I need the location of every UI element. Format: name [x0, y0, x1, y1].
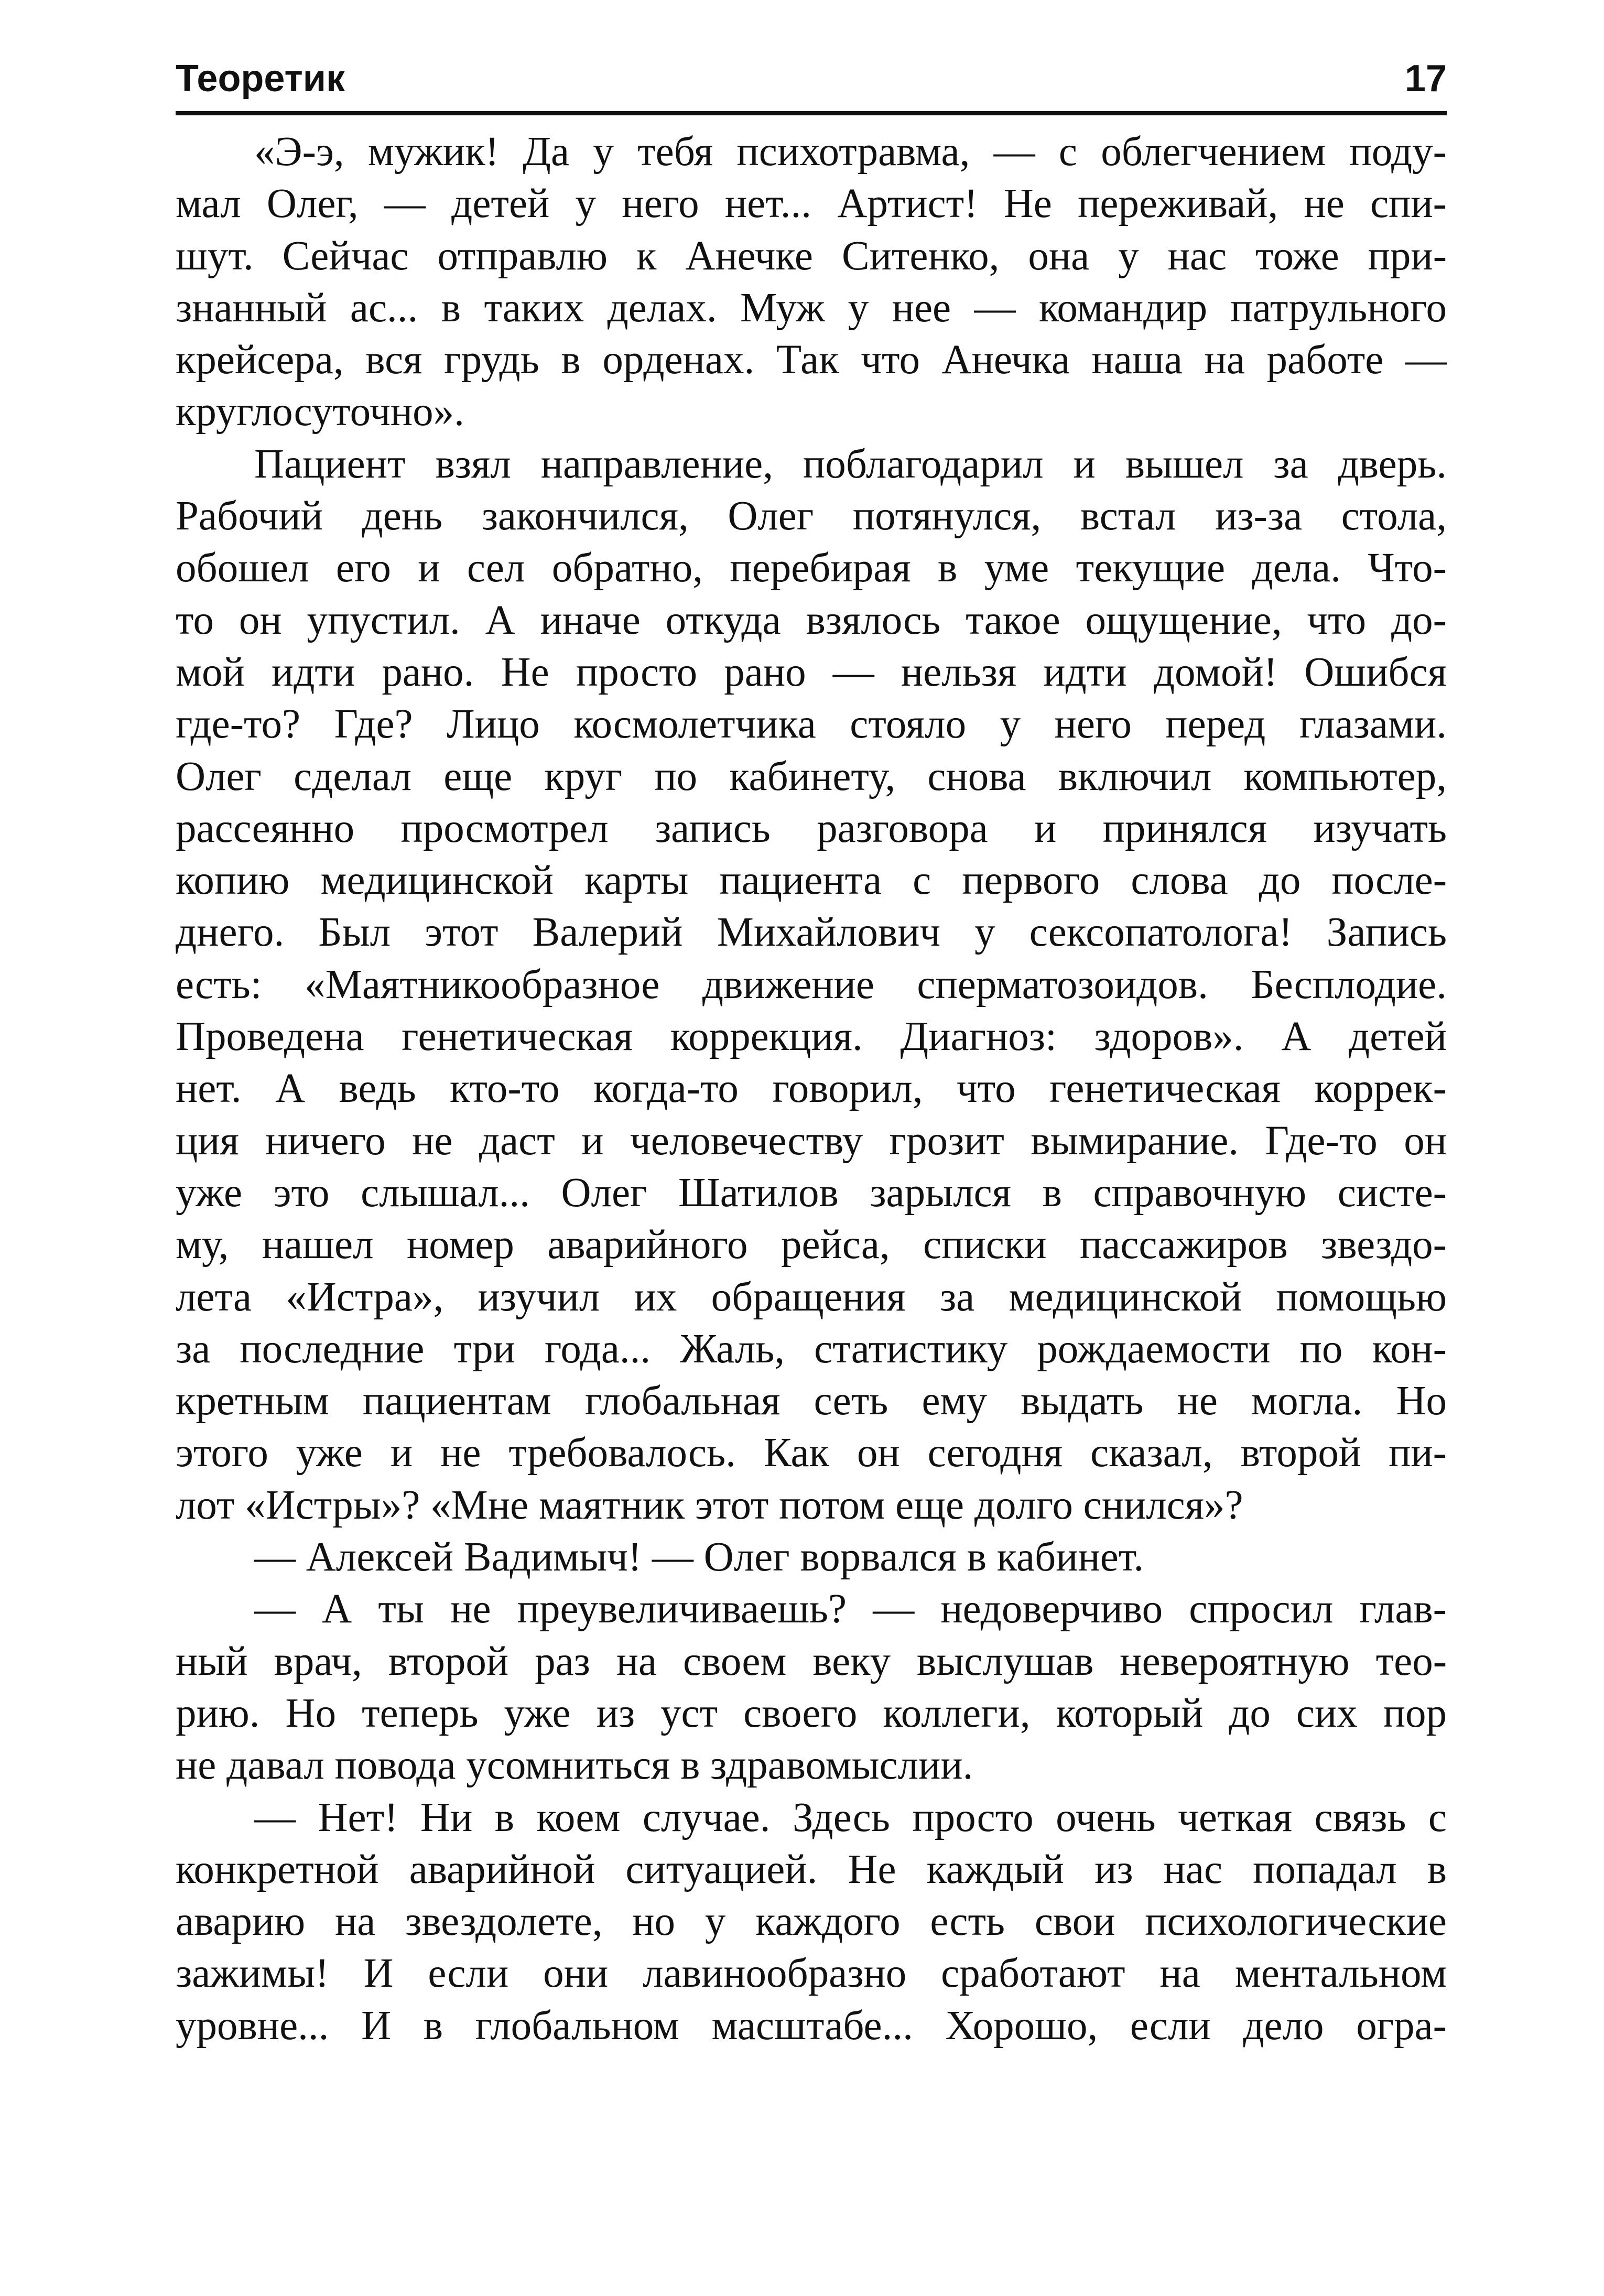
text-line: — Алексей Вадимыч! — Олег ворвался в кабинет. [254, 1534, 1144, 1580]
text-line: шут. Сейчас отправлю к Анечке Ситенко, она у нас тоже при- [176, 233, 1447, 279]
text-line: за последние три года... Жаль, статистику рождаемости по кон- [176, 1326, 1447, 1372]
text-line: рассеянно просмотрел запись разговора и принялся изучать [176, 805, 1447, 851]
text-line: нет. А ведь кто-то когда-то говорил, что генетическая коррек- [176, 1066, 1447, 1112]
text-line: круглосуточно». [176, 389, 464, 435]
text-line: Рабочий день закончился, Олег потянулся, встал из-за стола, [176, 493, 1447, 539]
text-line: днего. Был этот Валерий Михайлович у сексопатолога! Запись [176, 909, 1447, 956]
body-text [176, 126, 1447, 2052]
text-line: мой идти рано. Не просто рано — нельзя идти домой! Ошибся [176, 649, 1447, 695]
text-line: Олег сделал еще круг по кабинету, снова включил компьютер, [176, 753, 1447, 799]
text-line: лета «Истра», изучил их обращения за медицинской помощью [176, 1274, 1447, 1320]
text-line: копию медицинской карты пациента с первого слова до после- [176, 858, 1447, 904]
text-line: — Нет! Ни в коем случае. Здесь просто очень четкая связь с [254, 1794, 1447, 1840]
text-line: ция ничего не даст и человечеству грозит вымирание. Где-то он [176, 1118, 1447, 1164]
text-line: лот «Истры»? «Мне маятник этот потом еще долго снился»? [176, 1482, 1243, 1528]
text-line: обошел его и сел обратно, перебирая в уме текущие дела. Что- [176, 545, 1447, 591]
text-line: крейсера, вся грудь в орденах. Так что Анечка наша на работе — [176, 337, 1447, 383]
text-line: уровне... И в глобальном масштабе... Хорошо, если дело огра- [176, 2002, 1447, 2049]
text-line: кретным пациентам глобальная сеть ему выдать не могла. Но [176, 1378, 1447, 1424]
text-line: Пациент взял направление, поблагодарил и вышел за дверь. [254, 441, 1447, 487]
text-line: Проведена генетическая коррекция. Диагноз: здоров». А детей [176, 1014, 1447, 1060]
text-line: му, нашел номер аварийного рейса, списки пассажиров звездо- [176, 1222, 1447, 1268]
text-line: знанный ас... в таких делах. Муж у нее — командир патрульного [176, 285, 1447, 331]
text-line: есть: «Маятникообразное движение сперматозоидов. Бесплодие. [176, 961, 1447, 1008]
text-line: где-то? Где? Лицо космолетчика стояло у него перед глазами. [176, 701, 1447, 748]
header-rule [176, 111, 1447, 115]
text-line: мал Олег, — детей у него нет... Артист! Не переживай, не спи- [176, 181, 1447, 227]
running-title: Теоретик [176, 58, 345, 100]
text-line: уже это слышал... Олег Шатилов зарылся в справочную систе- [176, 1169, 1447, 1216]
text-line: то он упустил. А иначе откуда взялось такое ощущение, что до- [176, 597, 1447, 643]
text-line: зажимы! И если они лавинообразно сработают на ментальном [176, 1951, 1447, 1997]
running-head [176, 50, 1447, 107]
text-line: — А ты не преувеличиваешь? — недоверчиво спросил глав- [254, 1586, 1447, 1632]
text-line: рию. Но теперь уже из уст своего коллеги, который до сих пор [176, 1690, 1447, 1736]
text-line: не давал повода усомниться в здравомыслии. [176, 1742, 973, 1789]
text-line: аварию на звездолете, но у каждого есть свои психологические [176, 1899, 1447, 1945]
text-line: конкретной аварийной ситуацией. Не каждый из нас попадал в [176, 1846, 1447, 1892]
page-number: 17 [1404, 58, 1447, 100]
text-line: этого уже и не требовалось. Как он сегодня сказал, второй пи- [176, 1430, 1447, 1476]
text-line: «Э-э, мужик! Да у тебя психотравма, — с облегчением поду- [254, 129, 1447, 175]
text-line: ный врач, второй раз на своем веку выслушав невероятную тео- [176, 1638, 1447, 1684]
